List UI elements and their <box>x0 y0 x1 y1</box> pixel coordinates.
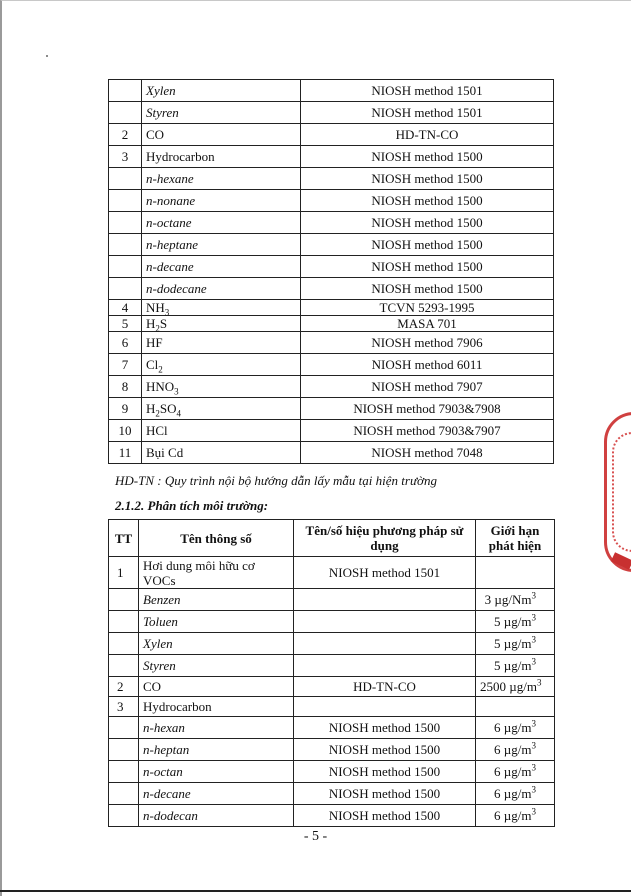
subscript: 3 <box>164 307 170 318</box>
method-cell: NIOSH method 1500 <box>294 717 476 739</box>
table-row <box>109 655 555 677</box>
detection-limit-value: 6 µg/m <box>494 808 532 823</box>
table-row <box>109 783 555 805</box>
detection-limit-value: 6 µg/m <box>494 764 532 779</box>
parameter-name-text: n-decane <box>146 259 194 274</box>
method-cell: NIOSH method 7903&7907 <box>301 420 554 442</box>
table-header-row <box>109 520 555 557</box>
row-number: 2 <box>109 677 139 697</box>
parameter-name-text: HNO <box>146 379 175 394</box>
parameter-name-text: n-nonane <box>146 193 196 208</box>
row-number: 3 <box>109 146 142 168</box>
parameter-name <box>142 354 301 376</box>
parameter-name-text: CO <box>146 127 165 142</box>
table-row <box>109 557 555 589</box>
method-cell: NIOSH method 1500 <box>301 278 554 300</box>
parameter-name-text: Cl <box>146 357 159 372</box>
method-cell: NIOSH method 1500 <box>301 234 554 256</box>
page-bottom-rule <box>0 890 631 892</box>
method-cell <box>294 697 476 717</box>
method-cell: NIOSH method 1500 <box>294 783 476 805</box>
row-number <box>109 805 139 827</box>
header-method: Tên/số hiệu phương pháp sử dụng <box>294 520 476 557</box>
row-number <box>109 717 139 739</box>
row-number <box>109 102 142 124</box>
table-row <box>109 589 555 611</box>
unit-exponent: 3 <box>531 740 536 751</box>
parameter-name <box>142 146 301 168</box>
sampling-method-table <box>108 79 554 464</box>
method-cell: TCVN 5293-1995 <box>301 300 554 316</box>
parameter-name: Hydrocarbon <box>139 697 294 717</box>
scan-speck <box>46 55 48 57</box>
method-cell <box>294 611 476 633</box>
detection-limit-cell <box>476 633 555 655</box>
header-param: Tên thông số <box>139 520 294 557</box>
row-number <box>109 589 139 611</box>
method-cell: NIOSH method 1500 <box>301 256 554 278</box>
parameter-name-text: n-hexane <box>146 171 194 186</box>
method-cell: NIOSH method 6011 <box>301 354 554 376</box>
header-limit: Giới hạn phát hiện <box>476 520 555 557</box>
detection-limit-value: 6 µg/m <box>494 742 532 757</box>
row-number <box>109 761 139 783</box>
parameter-name <box>142 420 301 442</box>
table-row <box>109 677 555 697</box>
parameter-name-text: n-dodecane <box>146 281 207 296</box>
method-cell: NIOSH method 1500 <box>301 146 554 168</box>
row-number: 11 <box>109 442 142 464</box>
parameter-name: Hơi dung môi hữu cơ VOCs <box>139 557 294 589</box>
parameter-name <box>142 442 301 464</box>
row-number: 2 <box>109 124 142 146</box>
parameter-name-text: H <box>146 401 156 416</box>
unit-exponent: 3 <box>531 784 536 795</box>
table-row <box>109 420 554 442</box>
parameter-name-text: n-octane <box>146 215 192 230</box>
row-number <box>109 783 139 805</box>
detection-limit-value: 6 µg/m <box>494 720 532 735</box>
parameter-name-tail: S <box>159 316 168 331</box>
parameter-name: CO <box>139 677 294 697</box>
row-number: 8 <box>109 376 142 398</box>
parameter-name <box>142 124 301 146</box>
detection-limit-cell <box>476 655 555 677</box>
table-row <box>109 805 555 827</box>
table-row <box>109 332 554 354</box>
unit-exponent: 3 <box>531 590 536 601</box>
table-row <box>109 102 554 124</box>
detection-limit-cell <box>476 697 555 717</box>
parameter-name: n-dodecan <box>139 805 294 827</box>
parameter-name <box>142 278 301 300</box>
row-number <box>109 739 139 761</box>
table-row <box>109 739 555 761</box>
row-number: 10 <box>109 420 142 442</box>
unit-exponent: 3 <box>531 656 536 667</box>
parameter-name: Xylen <box>139 633 294 655</box>
parameter-name <box>142 398 301 420</box>
table-row <box>109 697 555 717</box>
row-number: 5 <box>109 316 142 332</box>
method-cell: MASA 701 <box>301 316 554 332</box>
row-number: 1 <box>109 557 139 589</box>
row-number <box>109 212 142 234</box>
table-row <box>109 398 554 420</box>
table-row <box>109 278 554 300</box>
row-number: 7 <box>109 354 142 376</box>
table-note: HD-TN : Quy trình nội bộ hướng dẫn lấy mẫu tại hiện trường <box>115 473 437 488</box>
parameter-name: n-octan <box>139 761 294 783</box>
method-cell <box>294 633 476 655</box>
parameter-name: n-hexan <box>139 717 294 739</box>
parameter-name <box>142 300 301 316</box>
section-heading: 2.1.2. Phân tích môi trường: <box>115 498 269 513</box>
detection-limit-value: 5 µg/m <box>494 658 532 673</box>
method-cell: NIOSH method 1500 <box>294 761 476 783</box>
method-cell: NIOSH method 1501 <box>301 80 554 102</box>
unit-exponent: 3 <box>531 806 536 817</box>
table-row <box>109 234 554 256</box>
detection-limit-cell <box>476 717 555 739</box>
parameter-name-text: Xylen <box>146 83 176 98</box>
parameter-name-text: HCl <box>146 423 168 438</box>
method-cell: NIOSH method 1500 <box>301 212 554 234</box>
method-cell: NIOSH method 1500 <box>301 190 554 212</box>
detection-limit-value: 5 µg/m <box>494 614 532 629</box>
detection-limit-cell <box>476 761 555 783</box>
method-cell: NIOSH method 1500 <box>294 739 476 761</box>
parameter-name-text: H <box>146 316 156 331</box>
parameter-name <box>142 190 301 212</box>
parameter-name: Toluen <box>139 611 294 633</box>
detection-limit-cell <box>476 783 555 805</box>
method-cell: NIOSH method 1501 <box>301 102 554 124</box>
detection-limit-cell <box>476 677 555 697</box>
parameter-name: Benzen <box>139 589 294 611</box>
parameter-name <box>142 316 301 332</box>
parameter-name <box>142 168 301 190</box>
row-number: 9 <box>109 398 142 420</box>
parameter-name-tail: SO <box>159 401 177 416</box>
table-row <box>109 611 555 633</box>
subscript: 2 <box>155 323 160 334</box>
parameter-name <box>142 256 301 278</box>
table-row <box>109 256 554 278</box>
table-row <box>109 633 555 655</box>
method-cell: HD-TN-CO <box>301 124 554 146</box>
parameter-name <box>142 332 301 354</box>
parameter-name: n-decane <box>139 783 294 805</box>
table-row <box>109 376 554 398</box>
row-number <box>109 234 142 256</box>
red-stamp-inner-ring <box>612 432 631 552</box>
method-cell <box>294 589 476 611</box>
table-row <box>109 146 554 168</box>
method-cell: NIOSH method 1501 <box>294 557 476 589</box>
detection-limit-cell <box>476 557 555 589</box>
detection-limit-value: 2500 µg/m <box>480 679 537 694</box>
parameter-name-text: Bụi Cd <box>146 445 184 460</box>
method-cell: NIOSH method 1500 <box>301 168 554 190</box>
method-cell: NIOSH method 1500 <box>294 805 476 827</box>
row-number <box>109 655 139 677</box>
detection-limit-cell <box>476 739 555 761</box>
table-row <box>109 316 554 332</box>
parameter-name-text: NH <box>146 300 165 315</box>
subscript: 2 <box>158 364 163 375</box>
table-row <box>109 300 554 316</box>
unit-exponent: 3 <box>536 677 542 688</box>
row-number <box>109 80 142 102</box>
detection-limit-cell <box>476 589 555 611</box>
page-number: - 5 - <box>303 829 328 844</box>
row-number <box>109 256 142 278</box>
parameter-name <box>142 376 301 398</box>
parameter-name-text: Hydrocarbon <box>146 149 215 164</box>
parameter-name <box>142 102 301 124</box>
table-row <box>109 168 554 190</box>
row-number <box>109 278 142 300</box>
subscript: 4 <box>176 408 182 419</box>
table-row <box>109 761 555 783</box>
table-row <box>109 717 555 739</box>
row-number <box>109 168 142 190</box>
row-number <box>109 190 142 212</box>
parameter-name: n-heptan <box>139 739 294 761</box>
table-row <box>109 212 554 234</box>
detection-limit-value: 5 µg/m <box>494 636 532 651</box>
detection-limit-value: 6 µg/m <box>494 786 532 801</box>
method-cell <box>294 655 476 677</box>
table-row <box>109 190 554 212</box>
detection-limit-cell <box>476 805 555 827</box>
parameter-name-text: HF <box>146 335 163 350</box>
row-number: 6 <box>109 332 142 354</box>
unit-exponent: 3 <box>531 762 536 773</box>
unit-exponent: 3 <box>531 612 536 623</box>
row-number <box>109 611 139 633</box>
table-row <box>109 354 554 376</box>
subscript: 2 <box>155 408 160 419</box>
analysis-method-table <box>108 519 555 827</box>
detection-limit-cell <box>476 611 555 633</box>
row-number: 4 <box>109 300 142 316</box>
row-number <box>109 633 139 655</box>
header-no: TT <box>109 520 139 557</box>
unit-exponent: 3 <box>531 718 536 729</box>
parameter-name-text: n-heptane <box>146 237 198 252</box>
parameter-name: Styren <box>139 655 294 677</box>
row-number: 3 <box>109 697 139 717</box>
detection-limit-value: 3 µg/Nm <box>484 592 532 607</box>
parameter-name <box>142 234 301 256</box>
table-row <box>109 442 554 464</box>
parameter-name <box>142 212 301 234</box>
parameter-name-text: Styren <box>146 105 179 120</box>
subscript: 3 <box>174 386 179 397</box>
table-row <box>109 80 554 102</box>
method-cell: NIOSH method 7048 <box>301 442 554 464</box>
method-cell: HD-TN-CO <box>294 677 476 697</box>
table-row <box>109 124 554 146</box>
parameter-name <box>142 80 301 102</box>
method-cell: NIOSH method 7906 <box>301 332 554 354</box>
unit-exponent: 3 <box>531 634 536 645</box>
method-cell: NIOSH method 7907 <box>301 376 554 398</box>
method-cell: NIOSH method 7903&7908 <box>301 398 554 420</box>
